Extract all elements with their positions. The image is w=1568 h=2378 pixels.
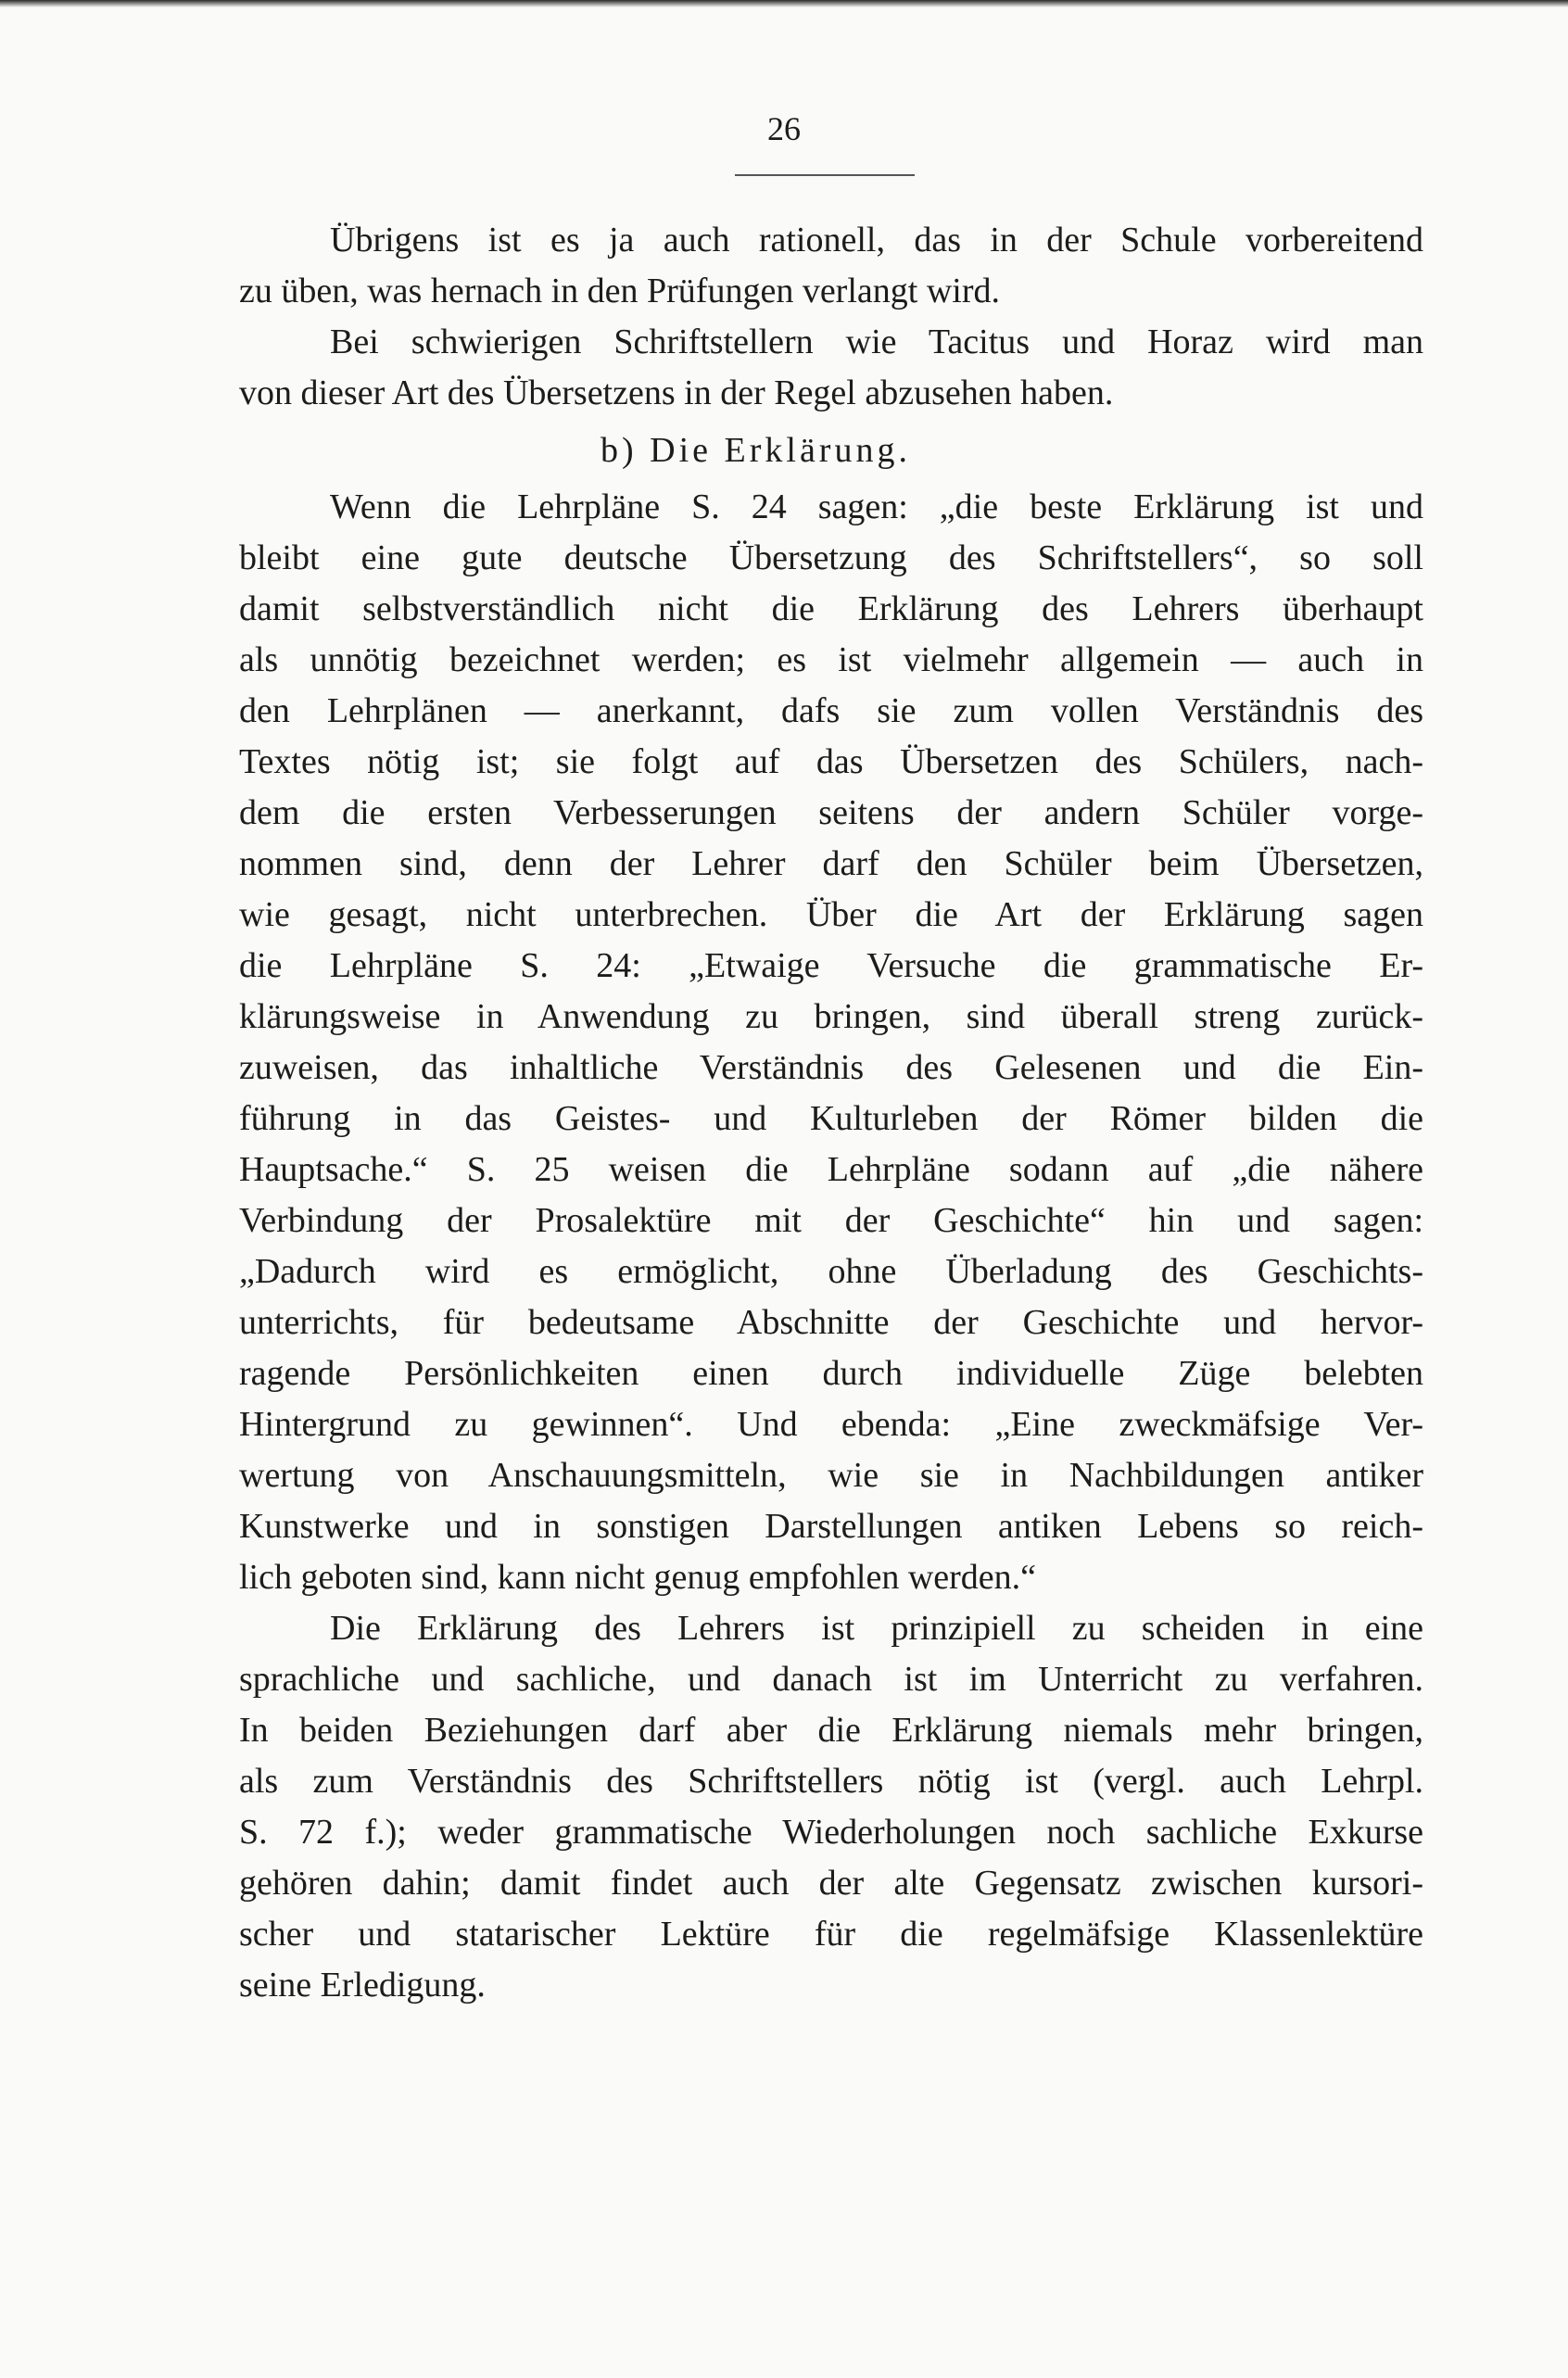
text-line: In beiden Beziehungen darf aber die Erklärung niemals mehr bringen, bbox=[239, 1711, 1423, 1750]
paragraph-2 bbox=[239, 317, 1423, 419]
text-line: seine Erledigung. bbox=[239, 1966, 486, 2005]
text-line: Wenn die Lehrpläne S. 24 sagen: „die beste Erklärung ist und bbox=[330, 487, 1423, 526]
text-line: als unnötig bezeichnet werden; es ist vielmehr allgemein — auch in bbox=[239, 640, 1423, 679]
paragraph-3 bbox=[239, 482, 1423, 1603]
body-text bbox=[239, 215, 1423, 2011]
text-line: zu üben, was hernach in den Prüfungen verlangt wird. bbox=[239, 272, 1000, 310]
text-line: Verbindung der Prosalektüre mit der Geschichte“ hin und sagen: bbox=[239, 1201, 1423, 1240]
text-line: Kunstwerke und in sonstigen Darstellungen antiken Lebens so reich- bbox=[239, 1507, 1423, 1546]
page-number: 26 bbox=[767, 110, 801, 147]
text-line: Hintergrund zu gewinnen“. Und ebenda: „Eine zweckmäfsige Ver- bbox=[239, 1405, 1423, 1444]
text-line: S. 72 f.); weder grammatische Wiederholungen noch sachliche Exkurse bbox=[239, 1813, 1423, 1852]
text-line: Übrigens ist es ja auch rationell, das in der Schule vorbereitend bbox=[330, 221, 1423, 259]
text-line: als zum Verständnis des Schriftstellers nötig ist (vergl. auch Lehrpl. bbox=[239, 1762, 1423, 1801]
text-line: Hauptsache.“ S. 25 weisen die Lehrpläne sodann auf „die nähere bbox=[239, 1150, 1423, 1189]
text-line: Bei schwierigen Schriftstellern wie Tacitus und Horaz wird man bbox=[330, 323, 1423, 361]
paragraph-1 bbox=[239, 215, 1423, 317]
text-line: den Lehrplänen — anerkannt, dafs sie zum vollen Verständnis des bbox=[239, 691, 1423, 730]
text-line: wie gesagt, nicht unterbrechen. Über die Art der Erklärung sagen bbox=[239, 895, 1423, 934]
text-line: gehören dahin; damit findet auch der alte Gegensatz zwischen kursori- bbox=[239, 1864, 1423, 1903]
text-line: klärungsweise in Anwendung zu bringen, sind überall streng zurück- bbox=[239, 997, 1423, 1036]
text-line: scher und statarischer Lektüre für die regelmäfsige Klassenlektüre bbox=[239, 1915, 1423, 1954]
text-line: unterrichts, für bedeutsame Abschnitte der Geschichte und hervor- bbox=[239, 1303, 1423, 1342]
text-line: Die Erklärung des Lehrers ist prinzipiell zu scheiden in eine bbox=[330, 1609, 1423, 1648]
text-line: ragende Persönlichkeiten einen durch individuelle Züge belebten bbox=[239, 1354, 1423, 1393]
text-line: lich geboten sind, kann nicht genug empfohlen werden.“ bbox=[239, 1558, 1037, 1597]
paragraph-4 bbox=[239, 1603, 1423, 2011]
page-number-rule bbox=[735, 174, 915, 176]
text-line: Textes nötig ist; sie folgt auf das Übersetzen des Schülers, nach- bbox=[239, 742, 1423, 781]
text-line: zuweisen, das inhaltliche Verständnis des Gelesenen und die Ein- bbox=[239, 1048, 1423, 1087]
text-line: dem die ersten Verbesserungen seitens der andern Schüler vorge- bbox=[239, 793, 1423, 832]
section-heading: b) Die Erklärung. bbox=[601, 431, 911, 470]
text-line: „Dadurch wird es ermöglicht, ohne Überladung des Geschichts- bbox=[239, 1252, 1423, 1291]
text-line: bleibt eine gute deutsche Übersetzung des Schriftstellers“, so soll bbox=[239, 538, 1423, 577]
scan-top-edge bbox=[0, 0, 1568, 7]
text-line: sprachliche und sachliche, und danach ist im Unterricht zu verfahren. bbox=[239, 1660, 1423, 1699]
text-line: führung in das Geistes- und Kulturleben der Römer bilden die bbox=[239, 1099, 1423, 1138]
text-line: nommen sind, denn der Lehrer darf den Schüler beim Übersetzen, bbox=[239, 844, 1423, 883]
text-line: die Lehrpläne S. 24: „Etwaige Versuche die grammatische Er- bbox=[239, 946, 1423, 985]
text-line: von dieser Art des Übersetzens in der Regel abzusehen haben. bbox=[239, 373, 1114, 412]
text-line: damit selbstverständlich nicht die Erklärung des Lehrers überhaupt bbox=[239, 589, 1423, 628]
text-line: wertung von Anschauungsmitteln, wie sie in Nachbildungen antiker bbox=[239, 1456, 1423, 1495]
